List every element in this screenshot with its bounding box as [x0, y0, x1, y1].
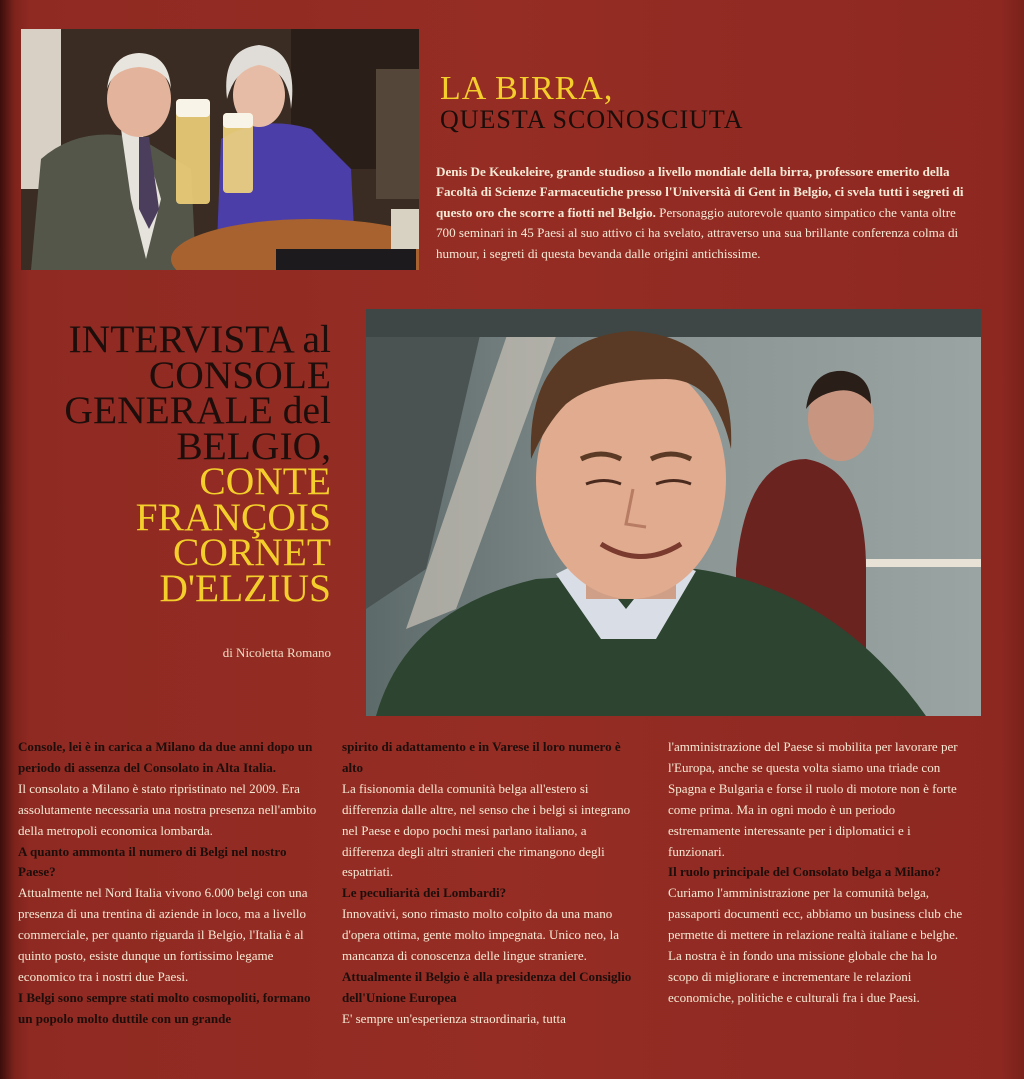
interview-answer: Il consolato a Milano è stato ripristinato nel 2009. Era assolutamente necessaria una nostra presenza nell'ambito della metropoli economica lombarda. — [18, 780, 317, 838]
consul-name-line: CONTE — [199, 459, 331, 503]
interview-title-line: INTERVISTA al — [68, 317, 331, 361]
beer-toast-illustration — [21, 29, 419, 270]
article-column-1 — [18, 737, 318, 1030]
interview-answer: Attualmente nel Nord Italia vivono 6.000 belgi con una presenza di una trentina di aziende in loco, ma a livello commerciale, per quanto riguarda il Belgio, l'Italia è al quinto posto, esiste dunque un fortissimo legame economico tra i nostri due Paesi. — [18, 885, 308, 984]
interview-question: Console, lei è in carica a Milano da due anni dopo un periodo di assenza del Consolato in Alta Italia. — [18, 739, 313, 775]
interview-question: Attualmente il Belgio è alla presidenza del Consiglio dell'Unione Europea — [342, 968, 632, 1005]
interview-answer: E' sempre un'esperienza straordinaria, tutta — [342, 1010, 566, 1026]
interview-question: Le peculiarità dei Lombardi? — [342, 885, 507, 901]
interview-answer: Innovativi, sono rimasto molto colpito da una mano d'opera ottima, gente molto impegnata. Unico neo, la mancanza di conoscenza delle lingue straniere. — [342, 906, 619, 964]
beer-article-title: LA BIRRA, — [440, 70, 614, 107]
consul-name-line: FRANÇOIS — [135, 494, 331, 539]
consul-name-line: CORNET — [173, 530, 331, 574]
article-column-2 — [342, 737, 642, 1030]
page-gutter — [0, 0, 14, 1079]
interview-title — [64, 317, 331, 610]
interview-title-line: GENERALE del — [64, 388, 331, 432]
beer-lead-bold: Denis De Keukeleire, grande studioso a livello mondiale della birra, professore emerito della Facoltà di Scienze Farmaceutiche presso l'Università di Gent in Belgio, ci svela tutti i segreti di questo oro che scorre a fiotti nel Belgio. — [436, 164, 964, 220]
interview-question: A quanto ammonta il numero di Belgi nel nostro Paese? — [18, 843, 287, 880]
interview-answer: l'amministrazione del Paese si mobilita per lavorare per l'Europa, anche se questa volta siamo una triade con Spagna e Bulgaria e forse il ruolo di motore non è forte come prima. Ma in ogni modo è un periodo estremamente interessante per i diplomatici e i funzionari. — [668, 739, 958, 859]
byline: di Nicoletta Romano — [222, 645, 331, 660]
consul-portrait-illustration — [366, 309, 981, 716]
beer-article-lead — [436, 162, 976, 264]
interview-answer: La fisionomia della comunità belga all'estero si differenzia dalle altre, nel senso che i belgi si integrano nel Paese e dopo pochi mesi parlano italiano, a differenza degli altri stranieri che rimangono degli espatriati. — [342, 780, 631, 880]
consul-portrait-photo — [366, 309, 981, 716]
interview-title-line: BELGIO, — [176, 423, 331, 468]
article-column-3 — [668, 737, 968, 1009]
interview-title-line: CONSOLE — [148, 352, 331, 397]
interview-answer: Curiamo l'amministrazione per la comunità belga, passaporti documenti ecc, abbiamo un business club che permette di mettere in relazione realtà italiane e belghe. La nostra è in fondo una missione globale che ha lo scopo di migliorare e incrementare le relazioni economiche, politiche e culturali fra i due Paesi. — [668, 885, 963, 1005]
interview-question: I Belgi sono sempre stati molto cosmopoliti, formano un popolo molto duttile con un grande — [18, 989, 311, 1026]
beer-toast-photo — [21, 29, 419, 270]
interview-question: spirito di adattamento e in Varese il loro numero è alto — [342, 739, 621, 775]
consul-name-line: D'ELZIUS — [159, 565, 331, 610]
interview-question: Il ruolo principale del Consolato belga a Milano? — [668, 864, 941, 880]
beer-lead-rest: Personaggio autorevole quanto simpatico che vanta oltre 700 seminari in 45 Paesi al suo attivo ci ha svelato, attraverso una sua brillante conferenza colma di humour, i segreti di questa bevanda dalle origini antichissime. — [436, 204, 959, 261]
beer-article-subtitle: QUESTA SCONOSCIUTA — [440, 105, 744, 134]
